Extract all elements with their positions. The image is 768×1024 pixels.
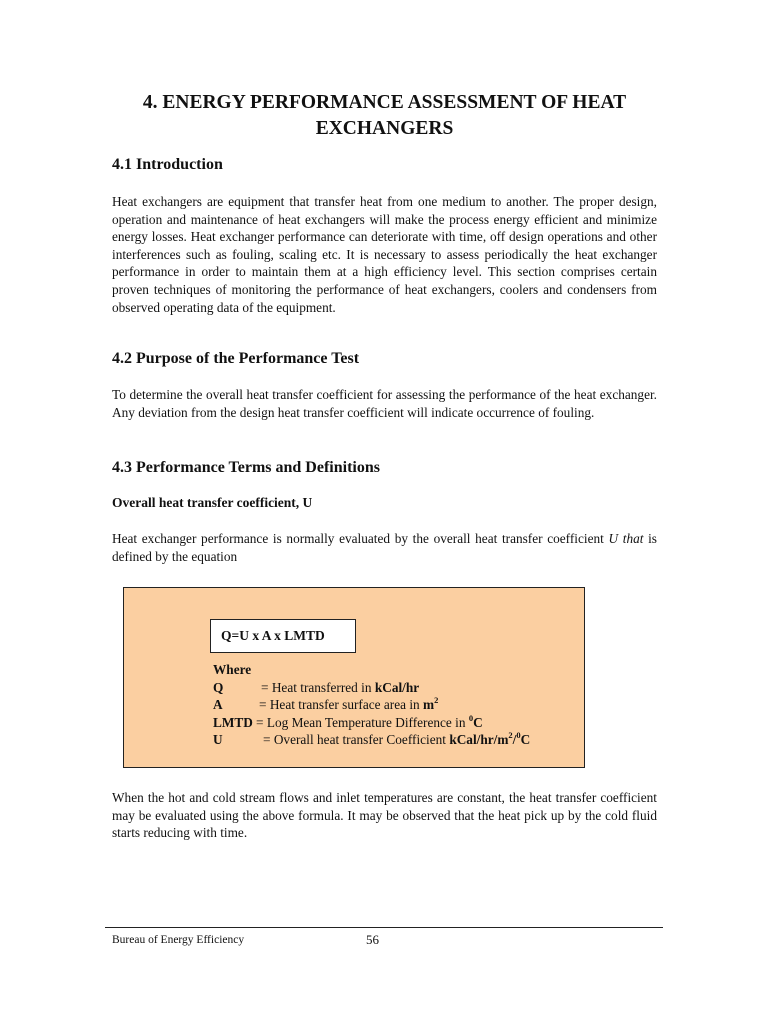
terms-text-main: Heat exchanger performance is normally evaluated by the overall heat transfer coefficient — [112, 531, 604, 546]
definition-unit-superscript: 0 — [468, 712, 474, 723]
definition-unit: C — [473, 714, 483, 730]
terms-text-italic: U that — [608, 531, 644, 546]
definition-unit: kCal/hr — [374, 679, 420, 695]
definition-unit: kCal/hr/m — [449, 732, 509, 747]
section-heading-terms: 4.3 Performance Terms and Definitions — [112, 459, 380, 476]
page-title: 4. ENERGY PERFORMANCE ASSESSMENT OF HEAT EXCHANGERS — [142, 92, 627, 139]
purpose-paragraph: To determine the overall heat transfer coefficient for assessing the performance of the heat exchanger. Any deviation from the design heat transfer coefficient will indicate occurrence of fouling. — [112, 387, 657, 420]
where-label: Where — [213, 662, 252, 677]
section-heading-purpose: 4.2 Purpose of the Performance Test — [112, 350, 360, 367]
section-heading-introduction: 4.1 Introduction — [112, 156, 223, 173]
footer-divider — [105, 927, 663, 928]
definition-unit-superscript: 0 — [516, 730, 521, 740]
definition-text: = Heat transfer surface area in — [259, 697, 424, 712]
definition-unit: m — [423, 697, 435, 712]
definition-text: = Log Mean Temperature Difference in — [256, 714, 469, 730]
definition-a — [213, 696, 530, 714]
definition-text: = Overall heat transfer Coefficient — [263, 732, 450, 747]
definition-unit: C — [520, 732, 531, 747]
terms-text-tail: is defined by the equation — [112, 531, 657, 564]
definition-u: U = Overall heat transfer Coefficient kCal/$hr/m^2/^0C$ — [213, 730, 531, 747]
equation-formula: Q=U x A x LMTD — [210, 619, 356, 653]
footer-organization: Bureau of Energy Efficiency — [112, 934, 245, 946]
terms-paragraph — [112, 530, 657, 565]
definition-symbol: U — [213, 732, 223, 747]
definition-text: = Heat transferred in — [261, 679, 375, 695]
definition-symbol: LMTD — [213, 714, 253, 730]
definition-lmtd — [213, 714, 530, 732]
definition-q — [213, 679, 530, 697]
introduction-paragraph: Heat exchangers are equipment that transfer heat from one medium to another. The proper design, operation and maintenance of heat exchangers will make the process energy efficient and minimize energy losses. Heat exchanger performance can deteriorate with time, off design operations and other interferences such as fouling, scaling etc. It is necessary to assess periodically the heat exchanger performance in order to maintain them at a high efficiency level. This section comprises certain proven techniques of monitoring the performance of heat exchangers, coolers and condensers from observed operating data of the equipment. — [112, 194, 657, 315]
definition-symbol: Q — [213, 679, 224, 695]
equation-definitions — [213, 661, 530, 749]
page-number: 56 — [366, 932, 379, 947]
subheading-overall-coefficient: Overall heat transfer coefficient, U — [112, 495, 313, 510]
definition-unit-superscript: 2 — [508, 730, 513, 740]
definition-symbol: A — [213, 697, 223, 712]
closing-paragraph: When the hot and cold stream flows and inlet temperatures are constant, the heat transfer coefficient may be evaluated using the above formula. It may be observed that the heat pick up by the cold fluid starts reducing with time. — [112, 790, 657, 841]
definition-unit-superscript: 2 — [434, 695, 439, 705]
